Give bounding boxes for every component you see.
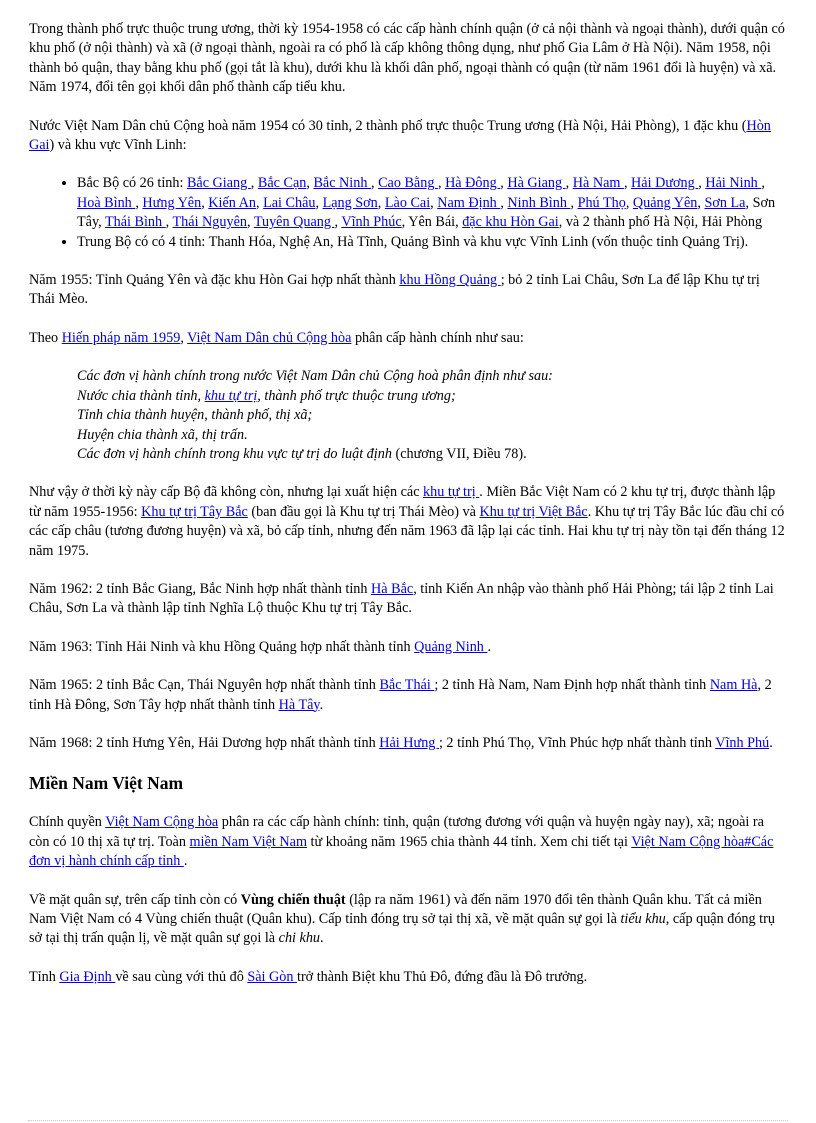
link-province[interactable]: Tuyên Quang [253,214,335,231]
paragraph-11 [29,891,786,949]
document-page [29,20,786,1006]
link-mien-nam[interactable]: miền Nam Việt Nam [189,833,307,850]
link-province[interactable]: Hưng Yên [142,194,202,211]
link-province[interactable]: Bắc Ninh [313,175,371,192]
link-vnch[interactable]: Việt Nam Cộng hòa [105,814,219,831]
link-province[interactable]: Sơn La [704,194,746,211]
link-quang-ninh[interactable]: Quảng Ninh [414,638,488,655]
link-hien-phap-1959[interactable]: Hiến pháp năm 1959 [61,329,181,346]
quote-text: , thành phố trực thuộc trung ương; [257,387,456,404]
link-vnch-tinh[interactable]: Việt Nam Cộng hòa#Các đơn vị hành chính cấp tỉnh [29,833,774,870]
paragraph-text: . [183,853,188,870]
italic-term: chi khu [278,930,321,947]
quote-line [77,445,786,464]
quote-citation: (chương VII, Điều 78). [391,445,527,462]
link-province[interactable]: Hải Dương [631,175,699,192]
list-text: , Yên Bái, [401,214,463,231]
list-text: , và 2 thành phố Hà Nội, Hải Phòng [558,214,763,231]
list-item-bac-bo: • Bắc Bộ có 26 tỉnh: Bắc Giang , Bắc Cạn, Bắc Ninh , Cao Bằng , Hà Đông , Hà Giang , Hà Nam , Hải Dương , Hải Ninh , Hoà Bình , Hưng Yên, Kiến An, Lai Châu, Lạng Sơn, Lào Cai, Nam Định , Ninh Bình , Phú Thọ, Quảng Yên, Sơn La, Sơn Tây, Thái Bình , Thái Nguyên, Tuyên Quang , Vĩnh Phúc, Yên Bái, đặc khu Hòn Gai, và 2 thành phố Hà Nội, Hải Phòng [77,174,786,232]
link-province[interactable]: Cao Bằng [378,175,438,192]
paragraph-text: Trong thành phố trực thuộc trung ương, thời kỳ 1954-1958 có các cấp hành chính quận (ở cả nội thành và ngoại thành), dưới quận có khu phố (ở nội thành) và xã (ở ngoại thành, ngoài ra có phố là cấp không thông dụng, như phố Gia Lâm ở Hà Nội). Năm 1958, nội thành bỏ quận, thay bằng khu phố (gọi tắt là khu), dưới khu là khối dân phố, ngoại thành có quận (từ năm 1961 đổi là huyện) và xã. Năm 1974, đổi tên gọi khối dân phố thành cấp tiểu khu. [29,21,785,96]
paragraph-text: Năm 1955: Tỉnh Quảng Yên và đặc khu Hòn Gai hợp nhất thành [29,272,400,289]
link-dac-khu-hon-gai[interactable]: đặc khu Hòn Gai [462,214,559,231]
link-khu-tu-tri-2[interactable]: khu tự trị [423,484,480,501]
paragraph-3 [29,271,786,310]
paragraph-1 [29,20,786,98]
link-province[interactable]: Lào Cai [384,194,431,211]
link-province[interactable]: Hà Giang [507,175,566,192]
link-bac-thai[interactable]: Bắc Thái [379,677,435,694]
link-ha-bac[interactable]: Hà Bắc [371,580,414,597]
paragraph-2 [29,117,786,156]
link-province[interactable]: Phú Thọ [577,194,626,211]
quote-line [77,406,786,425]
link-hai-hung[interactable]: Hải Hưng [379,734,439,751]
list-item-trung-bo [77,233,786,252]
link-province[interactable]: Hà Đông [445,175,501,192]
bold-term: Vùng chiến thuật [240,891,346,908]
section-heading: Miền Nam Việt Nam [29,773,184,794]
link-province[interactable]: Thái Nguyên [172,214,247,231]
link-vinh-phu[interactable]: Vĩnh Phú [715,734,770,751]
link-nam-ha[interactable]: Nam Hà [709,677,758,694]
italic-term: tiểu khu [620,911,666,927]
paragraph-6 [29,580,786,619]
link-province[interactable]: Lạng Sơn [322,194,378,211]
quote-text: Các đơn vị hành chính trong khu vực tự trị do luật định [77,445,392,462]
list-text: Bắc Bộ có 26 tỉnh: [77,175,187,192]
paragraph-8 [29,676,786,715]
paragraph-text: Nước Việt Nam Dân chủ Cộng hoà năm 1954 có 30 tỉnh, 2 thành phố trực thuộc Trung ương (Hà Nội, Hải Phòng), 1 đặc khu ( [29,117,747,134]
paragraph-text: , 2 tỉnh Hà Đông, Sơn Tây hợp nhất thành tỉnh [29,677,772,713]
quote-line [77,387,786,406]
paragraph-text: Năm 1968: 2 tỉnh Hưng Yên, Hải Dương hợp nhất thành tỉnh [29,734,380,751]
paragraph-text: , tỉnh Kiến An nhập vào thành phố Hải Phòng; tái lập 2 tỉnh Lai Châu, Sơn La và thành lập tỉnh Nghĩa Lộ thuộc Khu tự trị Tây Bắc. [29,580,774,617]
link-province[interactable]: Thái Bình [104,214,166,231]
paragraph-text: Năm 1962: 2 tỉnh Bắc Giang, Bắc Ninh hợp nhất thành tỉnh [29,580,372,597]
paragraph-text: (ban đầu gọi là Khu tự trị Thái Mèo) và [247,503,480,520]
paragraph-text: ; 2 tỉnh Hà Nam, Nam Định hợp nhất thành tỉnh [434,677,710,694]
link-khu-tu-tri[interactable]: khu tự trị [204,387,258,404]
link-province[interactable]: Ninh Bình [507,194,571,211]
paragraph-text: trở thành Biệt khu Thủ Đô, đứng đầu là Đô trưởng. [297,968,588,985]
paragraph-text: . [487,638,491,655]
paragraph-text: . [319,696,324,713]
paragraph-text: Năm 1965: 2 tỉnh Bắc Cạn, Thái Nguyên hợp nhất thành tỉnh [29,677,380,694]
link-province[interactable]: Lai Châu [263,194,316,211]
list-text: , Sơn Tây, [77,194,776,231]
link-province[interactable]: Bắc Cạn [257,175,307,192]
quote-text: Các đơn vị hành chính trong nước Việt Nam Dân chủ Cộng hoà phân định như sau: [77,368,553,385]
quote-line [77,426,786,445]
paragraph-text: Như vậy ở thời kỳ này cấp Bộ đã không còn, nhưng lại xuất hiện các [29,484,424,501]
paragraph-7 [29,638,786,657]
link-province[interactable]: Kiến An [208,194,256,211]
link-hon-gai[interactable]: Hòn Gai [29,117,771,154]
list-text: Trung Bộ có có 4 tỉnh: Thanh Hóa, Nghệ An, Hà Tĩnh, Quảng Bình và khu vực Vĩnh Linh (vốn thuộc tỉnh Quảng Trị). [77,233,749,250]
paragraph-text: . [320,930,324,947]
paragraph-text: . Miền Bắc Việt Nam có 2 khu tự trị, được thành lập từ năm 1955-1956: [29,484,776,520]
link-khu-tu-tri-tay-bac[interactable]: Khu tự trị Tây Bắc [141,503,248,520]
paragraph-text: về sau cùng với thủ đô [115,968,248,985]
link-province[interactable]: Vĩnh Phúc [341,214,402,231]
paragraph-12 [29,968,786,987]
page-bottom-divider [28,1120,788,1121]
link-province[interactable]: Nam Định [437,194,501,211]
link-province[interactable]: Hà Nam [572,175,624,192]
paragraph-text: . Khu tự trị Tây Bắc lúc đầu chỉ có các cấp châu (tương đương huyện) và xã, bỏ cấp tỉnh, nhưng đến năm 1963 đã lập lại các tỉnh. Hai khu tự trị này tồn tại đến tháng 12 năm 1975. [29,503,785,559]
paragraph-text: từ khoảng năm 1965 chia thành 44 tỉnh. Xem chi tiết tại [306,833,632,850]
paragraph-text: phân ra các cấp hành chính: tỉnh, quận (tương đương với quận và huyện ngày nay), xã; ngoài ra còn có 10 thị xã tự trị. Toàn [29,814,764,850]
paragraph-text: Chính quyền [29,814,106,831]
paragraph-text: , [180,329,188,346]
link-province[interactable]: Hải Ninh [705,175,762,192]
paragraph-text: ; 2 tỉnh Phú Thọ, Vĩnh Phúc hợp nhất thành tỉnh [438,734,716,751]
paragraph-text: phân cấp hành chính như sau: [351,329,524,346]
paragraph-text: Về mặt quân sự, trên cấp tỉnh còn có [29,891,241,908]
paragraph-text: , cấp quận đóng trụ sở tại thị trấn quận lị, về mặt quân sự gọi là [29,911,775,947]
link-sai-gon[interactable]: Sài Gòn [247,968,297,985]
link-ha-tay[interactable]: Hà Tây [278,696,320,713]
link-khu-tu-tri-viet-bac[interactable]: Khu tự trị Việt Bắc [479,503,588,520]
paragraph-text: Tỉnh [29,968,60,985]
quote-text: Tỉnh chia thành huyện, thành phố, thị xã; [77,407,313,424]
quote-line [77,367,786,386]
link-province[interactable]: Bắc Giang [186,175,251,192]
quote-text: Huyện chia thành xã, thị trấn. [77,426,248,443]
link-khu-hong-quang[interactable]: khu Hồng Quảng [399,272,501,289]
paragraph-text: . [769,734,773,751]
quote-text: Nước chia thành tỉnh, [77,387,205,404]
link-province[interactable]: Quảng Yên [632,194,698,211]
paragraph-text: Năm 1963: Tỉnh Hải Ninh và khu Hồng Quảng hợp nhất thành tỉnh [29,638,415,655]
paragraph-10 [29,813,786,871]
paragraph-9 [29,734,786,753]
paragraph-text: ; bỏ 2 tỉnh Lai Châu, Sơn La để lập Khu tự trị Thái Mèo. [29,272,760,308]
paragraph-5 [29,483,786,561]
province-list [29,174,786,252]
link-province[interactable]: Hoà Bình [77,194,136,211]
link-vndcch[interactable]: Việt Nam Dân chủ Cộng hòa [187,329,352,346]
constitution-quote [29,367,786,464]
paragraph-4 [29,329,786,348]
paragraph-text: Theo [29,329,62,346]
link-gia-dinh[interactable]: Gia Định [59,968,116,985]
paragraph-text: (lập ra năm 1961) và đến năm 1970 đổi tên thành Quân khu. Tất cả miền Nam Việt Nam có 4 Vùng chiến thuật (Quân khu). Cấp tỉnh đóng trụ sở tại thị xã, về mặt quân sự gọi là [29,891,762,927]
paragraph-text: ) và khu vực Vĩnh Linh: [49,137,187,154]
